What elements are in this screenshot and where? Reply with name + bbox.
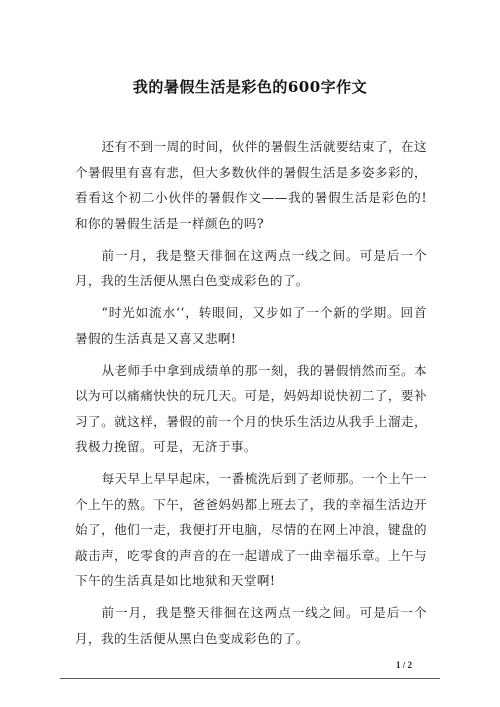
document-title: 我的暑假生活是彩色的600字作文 [132,78,368,96]
paragraph: “时光如流水‘‘，转眼间，又步如了一个新的学期。回首暑假的生活真是又喜又悲啊! [75,305,427,346]
document-body [75,134,427,658]
paragraph: 还有不到一周的时间，伙伴的暑假生活就要结束了，在这个暑假里有喜有悲，但大多数伙伴的暑假生活是多姿多彩的，看看这个初二小伙伴的暑假作文——我的暑假生活是彩色的!和你的暑假生活是一样颜色的吗? [75,139,427,231]
page-number: 1 / 2 [396,660,413,670]
paragraph: 从老师手中拿到成绩单的那一刻，我的暑假悄然而至。本以为可以痛痛快快的玩几天。可是，妈妈却说快初二了，要补习了。就这样，暑假的前一个月的快乐生活边从我手上溜走，我极力挽留。可是，无济于事。 [75,362,427,454]
paragraph: 前一月，我是整天徘徊在这两点一线之间。可是后一个月，我的生活便从黑白色变成彩色的了。 [75,247,427,288]
paragraph: 前一月，我是整天徘徊在这两点一线之间。可是后一个月，我的生活便从黑白色变成彩色的了。 [75,605,427,646]
footer-divider [60,678,440,679]
paragraph: 每天早上早早起床，一番梳洗后到了老师那。一个上午一个上午的熬。下午，爸爸妈妈都上班去了，我的幸福生活边开始了，他们一走，我便打开电脑，尽情的在网上冲浪，键盘的敲击声，吃零食的声音的在一起谱成了一曲幸福乐章。上午与下午的生活真是如比地狱和天堂啊! [75,471,427,588]
